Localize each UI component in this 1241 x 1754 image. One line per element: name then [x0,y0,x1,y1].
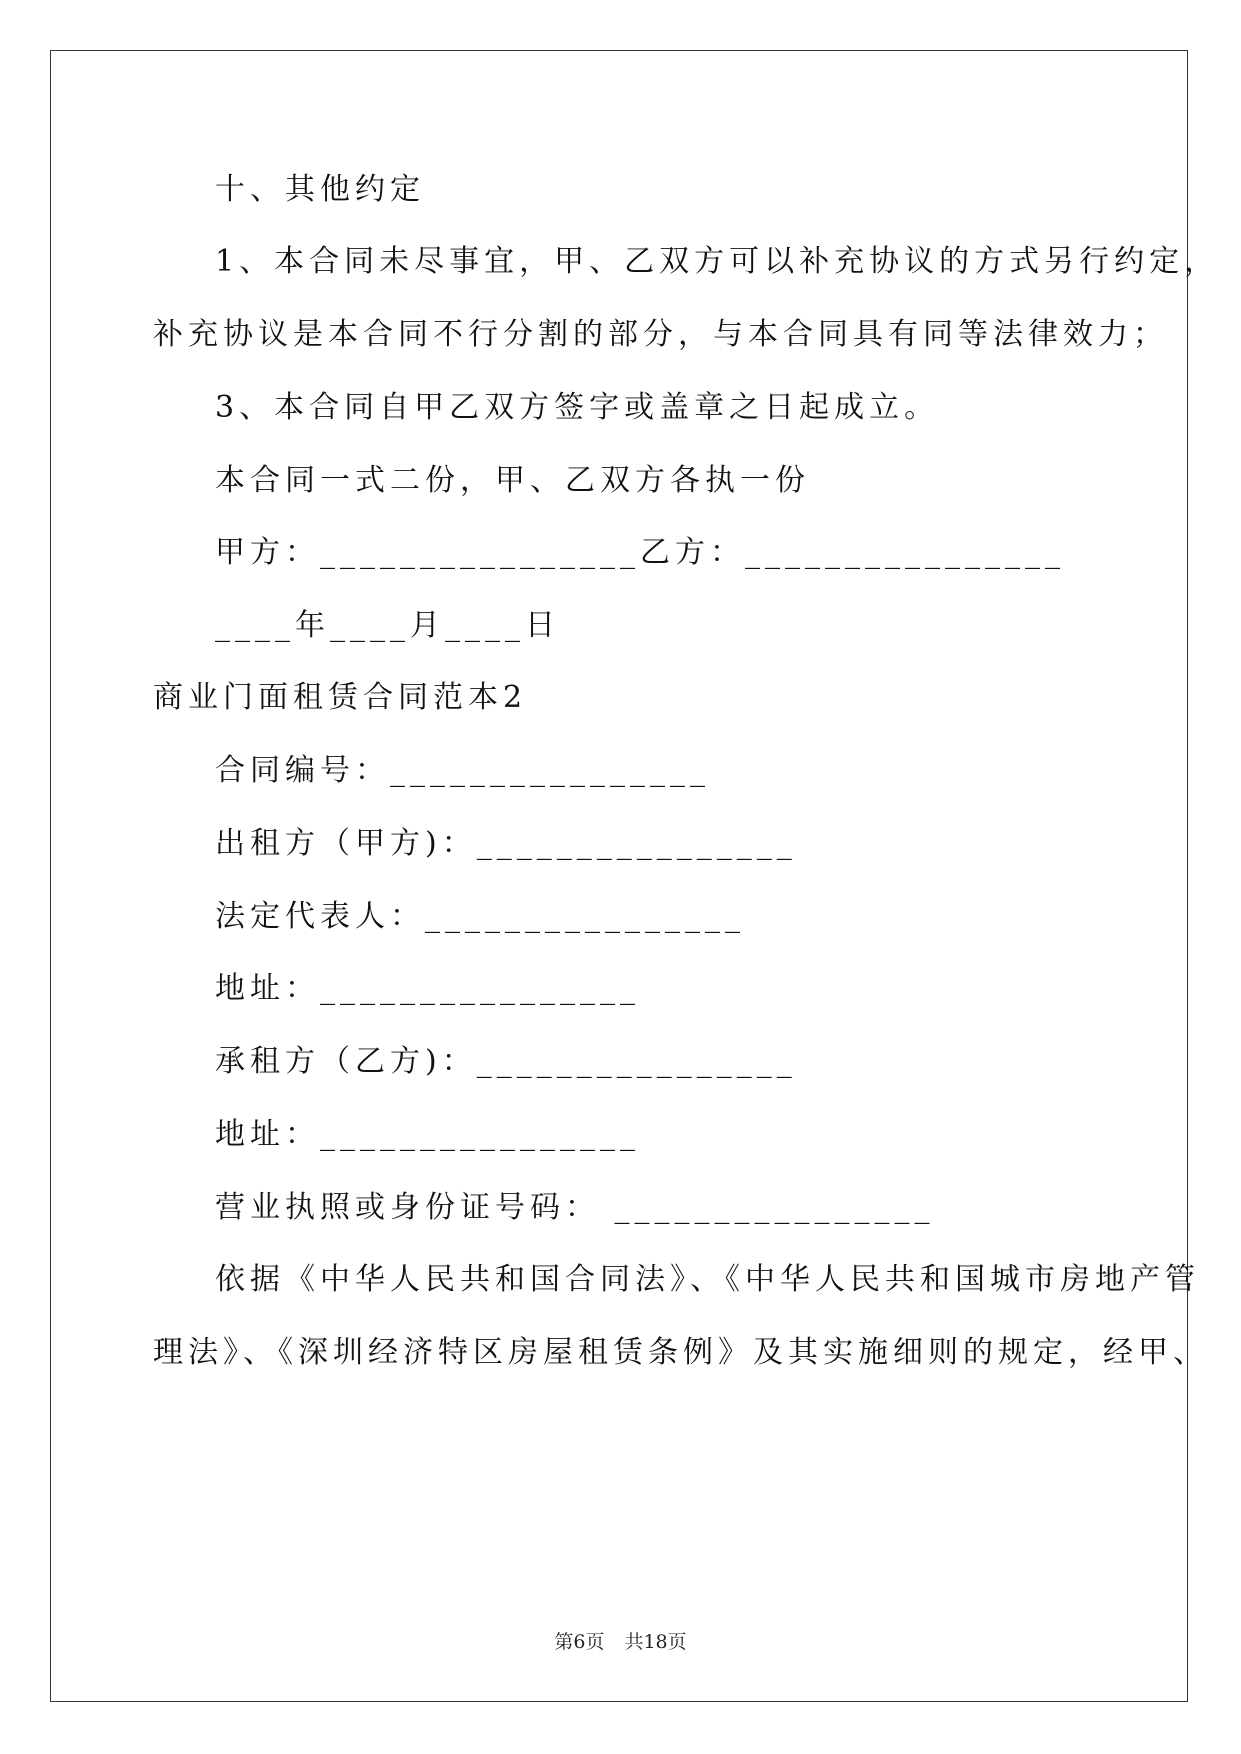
paragraph-line: 1、本合同未尽事宜，甲、乙双方可以补充协议的方式另行约定， [215,244,1220,279]
page-total: 共18页 [624,1631,687,1653]
paragraph-line: 理法》、《深圳经济特区房屋租赁条例》及其实施细则的规定，经甲、 [153,1335,1208,1370]
field-line: 合同编号：________________ [215,753,710,788]
date-line: ____年____月____日 [215,608,560,643]
paragraph-line: 本合同一式二份，甲、乙双方各执一份 [215,463,810,498]
page-footer [0,1630,1241,1654]
signature-line: 甲方：________________乙方：________________ [215,535,1065,570]
page-frame [50,50,1188,1702]
field-line: 出租方（甲方)：________________ [215,826,797,861]
section-heading: 十、其他约定 [215,172,425,207]
contract-title: 商业门面租赁合同范本2 [153,680,528,715]
field-line: 营业执照或身份证号码： ________________ [215,1190,935,1225]
field-line: 地址：________________ [215,971,640,1006]
field-line: 法定代表人：________________ [215,899,745,934]
paragraph-line: 依据《中华人民共和国合同法》、《中华人民共和国城市房地产管 [215,1262,1200,1297]
paragraph-line: 补充协议是本合同不行分割的部分，与本合同具有同等法律效力； [153,317,1168,352]
page-number: 第6页 [554,1631,605,1653]
paragraph-line: 3、本合同自甲乙双方签字或盖章之日起成立。 [215,390,940,425]
field-line: 地址：________________ [215,1117,640,1152]
field-line: 承租方（乙方)：________________ [215,1044,797,1079]
